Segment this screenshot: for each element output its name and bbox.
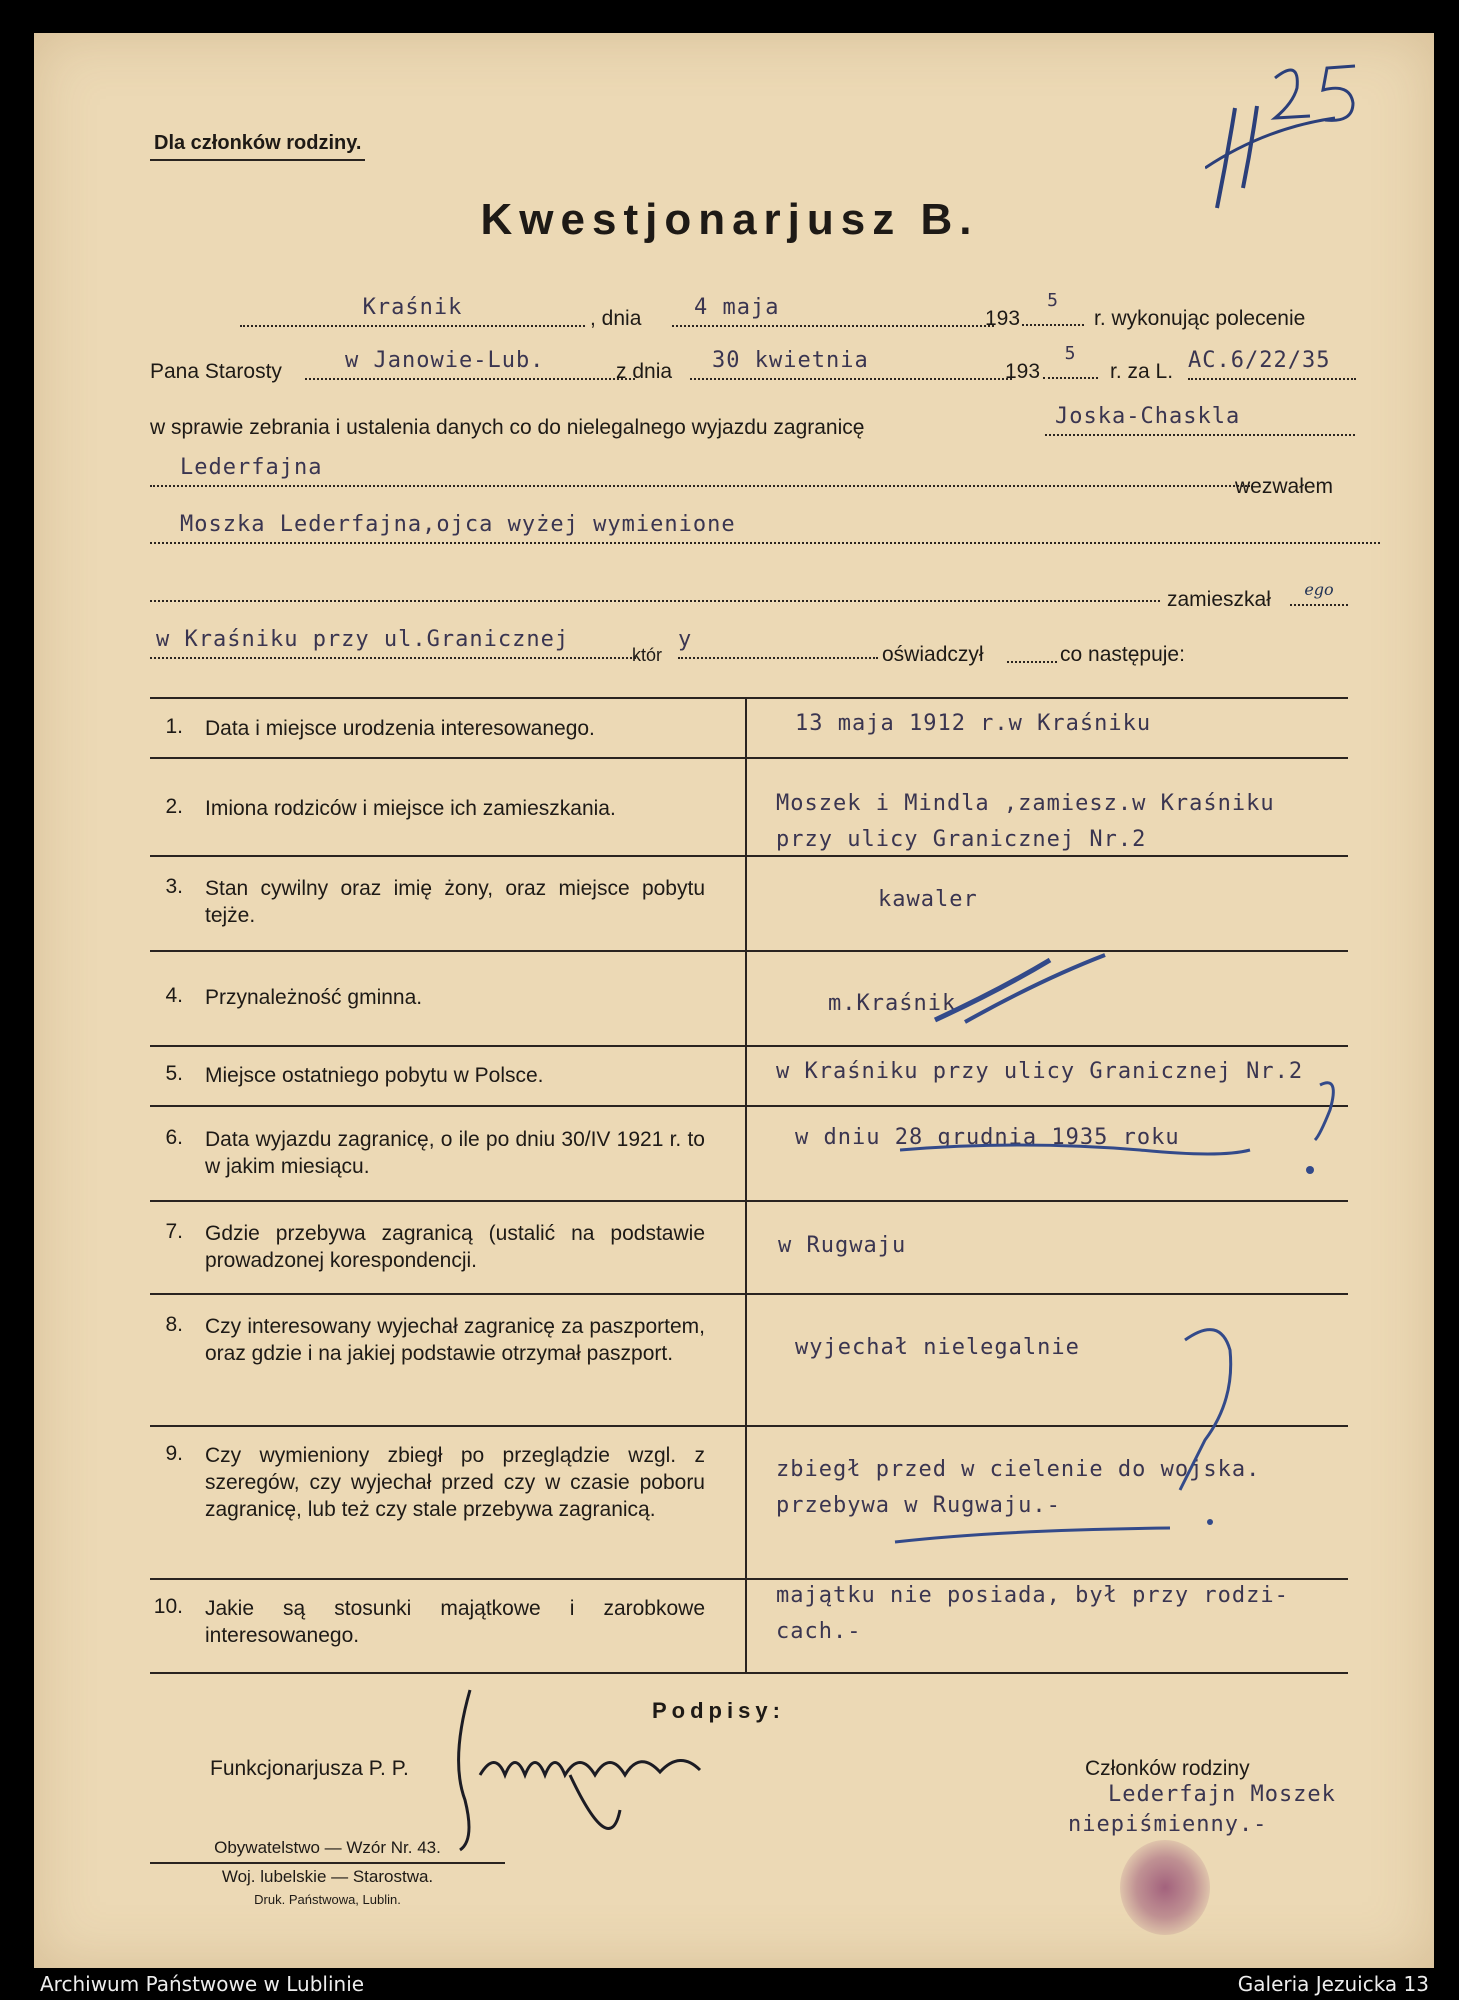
- signature-stroke: [459, 1690, 700, 1850]
- fingerprint-mark: [1120, 1840, 1210, 1935]
- residence-label: zamieszkał: [1167, 588, 1271, 611]
- imprint-line1: Obywatelstwo — Wzór Nr. 43.: [150, 1838, 505, 1864]
- family-label: Członków rodziny: [1085, 1757, 1250, 1780]
- place-field: Kraśnik: [240, 295, 585, 327]
- date-field: 4 maja: [672, 295, 994, 327]
- answer-text: majątku nie posiada, był przy rodzi- cach.-: [776, 1583, 1289, 1644]
- summoned-field: Moszka Lederfajna,ojca wyżej wymienione: [150, 512, 1380, 544]
- imprint-line2: Woj. lubelskie — Starostwa.: [221, 1867, 434, 1886]
- year-suffix: 5: [1022, 290, 1084, 326]
- address-field: w Kraśniku przy ul.Granicznej: [150, 627, 636, 659]
- question-text: Jakie są stosunki majątkowe i zarobkowe interesowanego.: [205, 1597, 705, 1647]
- question-mark-stroke: [1315, 1083, 1333, 1140]
- pen-stroke: [965, 955, 1105, 1022]
- year-prefix: 193: [985, 307, 1021, 330]
- signatures-heading: Podpisy:: [652, 1698, 785, 1723]
- underline-stroke: [895, 1528, 1170, 1542]
- order-date-label: z dnia: [616, 360, 673, 383]
- category-label: Dla członków rodziny.: [150, 132, 365, 161]
- who-label: któr: [632, 645, 663, 665]
- archive-name: Archiwum Państwowe w Lublinie: [40, 1972, 365, 1996]
- question-number: 4.: [165, 984, 183, 1007]
- matter-label: w sprawie zebrania i ustalenia danych co do nielegalnego wyjazdu zagranicę: [150, 416, 865, 439]
- order-date-field: 30 kwietnia: [690, 348, 1012, 380]
- question-text: Przynależność gminna.: [205, 986, 423, 1009]
- follows-label: co następuje:: [1060, 643, 1185, 666]
- authority-field: w Janowie-Lub.: [305, 348, 635, 380]
- answer-text: Moszek i Mindla ,zamiesz.w Kraśniku przy ulicy Granicznej Nr.2: [776, 791, 1275, 852]
- question-number: 6.: [165, 1126, 183, 1149]
- question-number: 7.: [165, 1220, 183, 1243]
- question-number: 9.: [165, 1442, 183, 1465]
- answer-text: w Kraśniku przy ulicy Granicznej Nr.2: [776, 1059, 1304, 1084]
- summoned-label: wezwałem: [1235, 475, 1334, 498]
- family-signature-line2: niepiśmienny.-: [1068, 1812, 1268, 1837]
- question-text: Stan cywilny oraz imię żony, oraz miejsce pobytu tejże.: [205, 877, 705, 927]
- answer-text: w dniu 28 grudnia 1935 roku: [795, 1125, 1180, 1150]
- question-number: 3.: [165, 875, 183, 898]
- question-text: Data wyjazdu zagranicę, o ile po dniu 30/IV 1921 r. to w jakim miesiącu.: [205, 1128, 705, 1178]
- question-mark-stroke: [1180, 1330, 1231, 1490]
- declared-label: oświadczył: [882, 643, 984, 666]
- authority-label: Pana Starosty: [150, 360, 282, 383]
- ref-label: r. za L.: [1110, 360, 1174, 383]
- question-text: Gdzie przebywa zagranicą (ustalić na podstawie prowadzonej korespondencji.: [205, 1222, 705, 1272]
- question-text: Czy wymieniony zbiegł po przeglądzie wzgl. z szeregów, czy wyjechał przed czy w czasie poboru zagranicę, lub też czy stale przebywa zagranicą.: [205, 1444, 705, 1521]
- date-label: , dnia: [590, 307, 642, 330]
- question-number: 2.: [165, 795, 183, 818]
- order-year-suffix: 5: [1043, 343, 1098, 379]
- question-mark-dot: [1306, 1166, 1314, 1174]
- question-text: Data i miejsce urodzenia interesowanego.: [205, 717, 595, 740]
- question-text: Czy interesowany wyjechał zagranicę za paszportem, oraz gdzie i na jakiej podstawie otrzymał paszport.: [205, 1315, 705, 1365]
- answer-text: wyjechał nielegalnie: [795, 1335, 1080, 1360]
- person-field-1: Joska-Chaskla: [1045, 404, 1355, 436]
- officer-label: Funkcjonarjusza P. P.: [210, 1757, 409, 1780]
- ref-field: AC.6/22/35: [1188, 348, 1356, 380]
- page-title: Kwestjonarjusz B.: [480, 195, 979, 244]
- question-number: 5.: [165, 1062, 183, 1085]
- family-signature-line1: Lederfajn Moszek: [1108, 1782, 1336, 1807]
- order-year-prefix: 193: [1005, 360, 1041, 383]
- question-text: Imiona rodziców i miejsce ich zamieszkania.: [205, 797, 616, 820]
- who-suffix: y: [678, 627, 878, 659]
- person-field-2: Lederfajna: [150, 455, 1250, 487]
- officer-signature: [420, 1680, 760, 1860]
- underline-stroke: [900, 1145, 1250, 1154]
- question-number: 10.: [153, 1595, 183, 1618]
- imprint-line3: Druk. Państwowa, Lublin.: [254, 1892, 401, 1907]
- question-number: 8.: [165, 1313, 183, 1336]
- answer-text: zbiegł przed w cielenie do wojska. przebywa w Rugwaju.-: [776, 1457, 1261, 1518]
- pen-stroke: [935, 960, 1050, 1020]
- after-year-label: r. wykonując polecenie: [1094, 307, 1306, 330]
- answer-text: kawaler: [878, 887, 978, 912]
- answer-text: m.Kraśnik: [828, 991, 957, 1016]
- residence-suffix: ego: [1290, 580, 1348, 606]
- answer-text: 13 maja 1912 r.w Kraśniku: [795, 711, 1152, 736]
- answer-text: w Rugwaju: [778, 1233, 907, 1258]
- question-number: 1.: [165, 715, 183, 738]
- pen-dot: [1207, 1519, 1213, 1525]
- gallery-address: Galeria Jezuicka 13: [1237, 1972, 1429, 1996]
- question-text: Miejsce ostatniego pobytu w Polsce.: [205, 1064, 544, 1087]
